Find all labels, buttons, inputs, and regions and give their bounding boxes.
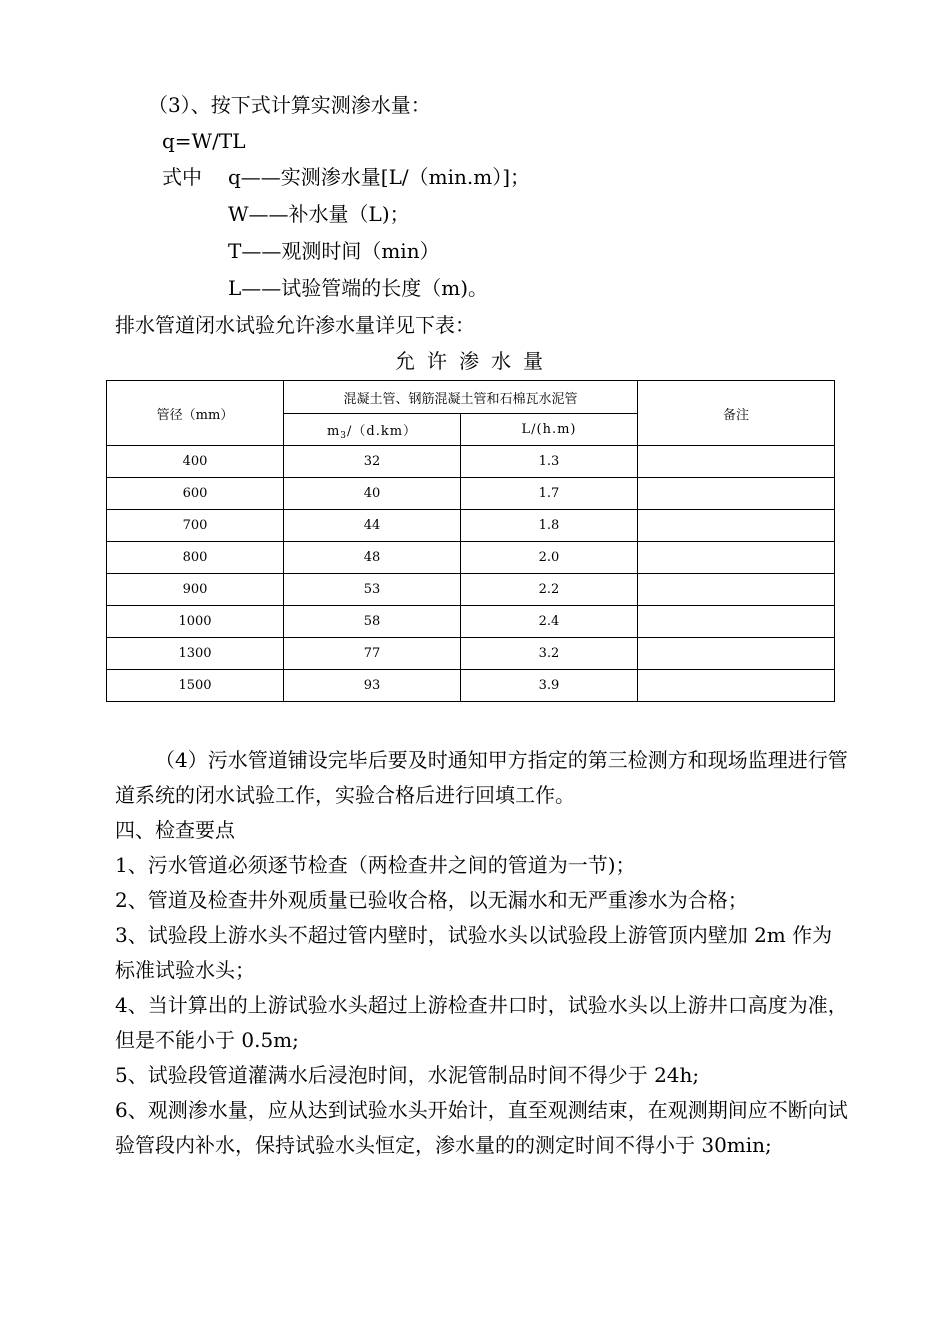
cell-remark [638,542,835,574]
cell-value-l: 2.0 [461,542,638,574]
cell-diameter: 400 [107,446,284,478]
cell-remark [638,446,835,478]
definition-t: T——观测时间（min） [228,239,440,263]
cell-value-m3: 32 [284,446,461,478]
table-row [107,542,835,574]
table-row [107,446,835,478]
table-row [107,574,835,606]
cell-diameter: 1000 [107,606,284,638]
paragraph-step-4: （4）污水管道铺设完毕后要及时通知甲方指定的第三检测方和现场监理进行管道系统的闭水试验工作，实验合格后进行回填工作。 [115,748,848,807]
section-heading-inspection: 四、检查要点 [115,818,235,842]
table-row [107,670,835,702]
cell-value-l: 2.4 [461,606,638,638]
header-diameter: 管径（mm） [107,381,284,446]
cell-diameter: 1500 [107,670,284,702]
cell-value-l: 3.9 [461,670,638,702]
allowable-seepage-table [106,380,835,702]
inspection-item-3: 3、试验段上游水头不超过管内壁时，试验水头以试验段上游管顶内壁加 2m 作为标准试验水头； [115,923,833,982]
table-header-row-1 [107,381,835,414]
inspection-item-4: 4、当计算出的上游试验水头超过上游检查井口时，试验水头以上游井口高度为准，但是不能小于 0.5m; [115,993,848,1052]
cell-remark [638,638,835,670]
inspection-item-5: 5、试验段管道灌满水后浸泡时间，水泥管制品时间不得少于 24h; [115,1063,700,1087]
table-row [107,638,835,670]
step-3-heading: （3）、按下式计算实测渗水量： [148,93,431,117]
cell-diameter: 600 [107,478,284,510]
inspection-item-1: 1、污水管道必须逐节检查（两检查井之间的管道为一节)； [115,853,636,877]
definition-q: q——实测渗水量[L/（min.m）]； [228,165,530,189]
table-row [107,478,835,510]
formula: q=W/TL [162,129,246,153]
definition-w: W——补水量（L)； [228,202,410,226]
inspection-item-2: 2、管道及检查井外观质量已验收合格，以无漏水和无严重渗水为合格； [115,888,748,912]
table-caption: 允许渗水量 [395,349,555,373]
cell-diameter: 700 [107,510,284,542]
cell-remark [638,510,835,542]
table-intro: 排水管道闭水试验允许渗水量详见下表： [115,313,475,337]
header-unit-m3-per-dkm: $m_3/(d.km)$ [284,414,461,446]
cell-value-l: 1.3 [461,446,638,478]
cell-value-m3: 44 [284,510,461,542]
cell-diameter: 900 [107,574,284,606]
cell-remark [638,478,835,510]
definition-l: L——试验管端的长度（m)。 [228,276,489,300]
cell-remark [638,606,835,638]
table-row [107,510,835,542]
cell-value-l: 3.2 [461,638,638,670]
cell-value-m3: 48 [284,542,461,574]
header-unit-l-per-hm: L/(h.m) [461,414,638,446]
cell-value-m3: 58 [284,606,461,638]
header-pipe-types: 混凝土管、钢筋混凝土管和石棉瓦水泥管 [284,381,638,414]
where-label: 式中 [162,165,202,189]
header-remark: 备注 [638,381,835,446]
cell-remark [638,670,835,702]
cell-diameter: 1300 [107,638,284,670]
inspection-item-6: 6、观测渗水量，应从达到试验水头开始计，直至观测结束，在观测期间应不断向试验管段内补水，保持试验水头恒定，渗水量的的测定时间不得小于 30min; [115,1098,848,1157]
cell-value-m3: 93 [284,670,461,702]
table-row [107,606,835,638]
cell-value-l: 2.2 [461,574,638,606]
cell-remark [638,574,835,606]
cell-value-l: 1.8 [461,510,638,542]
cell-value-m3: 77 [284,638,461,670]
cell-value-l: 1.7 [461,478,638,510]
cell-diameter: 800 [107,542,284,574]
cell-value-m3: 40 [284,478,461,510]
cell-value-m3: 53 [284,574,461,606]
